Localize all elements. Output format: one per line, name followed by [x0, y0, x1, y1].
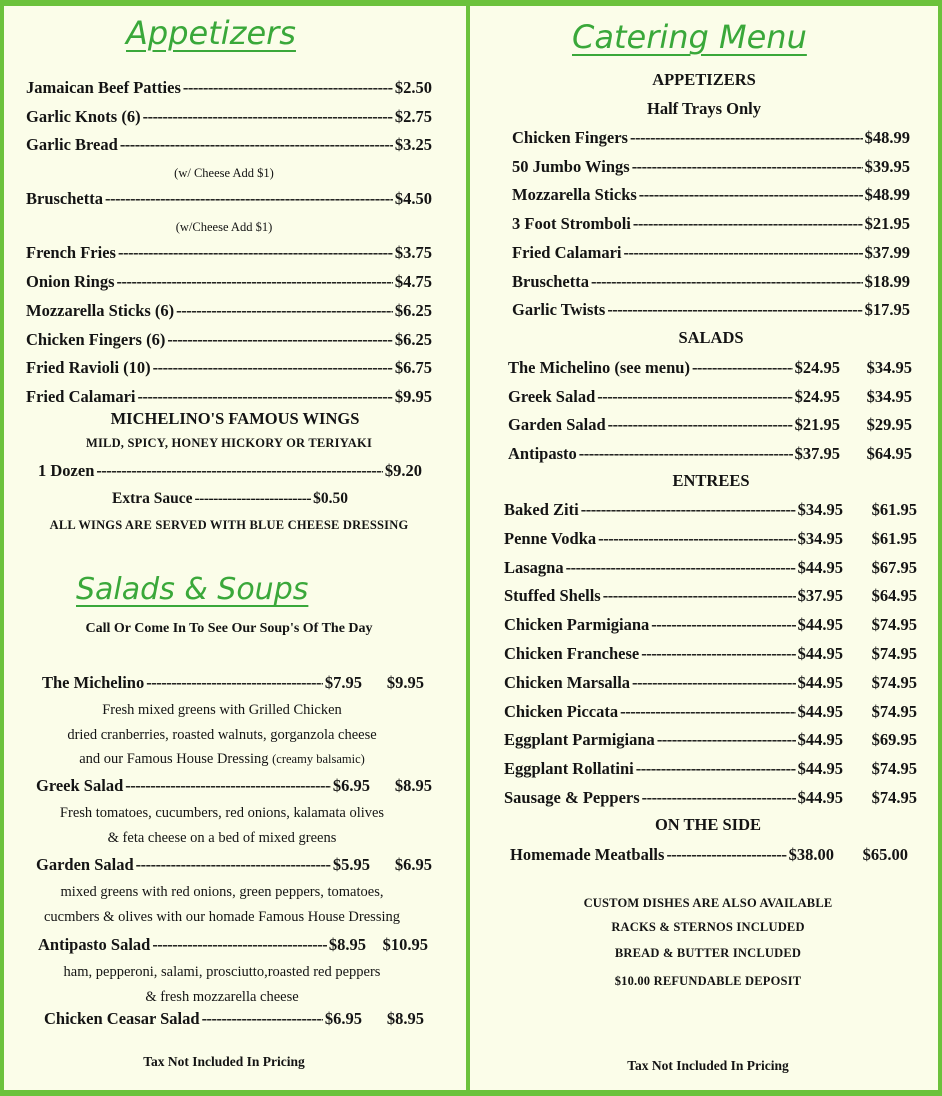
item-price: $2.50 — [394, 78, 432, 97]
leader-dots — [581, 500, 796, 520]
item-name: Bruschetta — [26, 189, 103, 209]
item-name: Fried Calamari — [26, 386, 136, 406]
item-price-full: $74.95 — [871, 672, 917, 692]
item-name: Onion Rings — [26, 272, 115, 292]
leader-dots — [105, 189, 393, 209]
item-price: $24.95 — [794, 358, 840, 377]
item-name: Chicken Ceasar Salad — [44, 1009, 200, 1028]
item-price: $8.95 — [328, 935, 366, 954]
description-text: ham, pepperoni, salami, prosciutto,roasted red peppers — [63, 964, 381, 980]
item-name: Penne Vodka — [504, 528, 597, 548]
item-price: $7.95 — [324, 673, 362, 692]
item-description — [4, 830, 440, 847]
item-name: Chicken Piccata — [504, 701, 619, 721]
leader-dots — [657, 730, 796, 750]
item-price-full: $67.95 — [871, 557, 917, 577]
leader-dots — [118, 243, 393, 263]
menu-item-row — [504, 730, 917, 750]
item-name: Garden Salad — [508, 415, 606, 435]
menu-item-row — [504, 759, 917, 779]
menu-item-row — [504, 586, 917, 606]
item-price: $21.95 — [794, 415, 840, 435]
item-price: $37.95 — [797, 586, 843, 606]
menu-item-row — [512, 243, 910, 263]
menu-item-row — [504, 673, 917, 693]
leader-dots — [632, 157, 863, 177]
menu-item-row — [26, 330, 432, 350]
menu-item-row — [504, 500, 917, 520]
item-price: $6.95 — [332, 776, 370, 795]
right-menu-panel — [470, 6, 938, 1090]
leader-dots — [143, 107, 393, 127]
item-price-full: $74.95 — [871, 759, 917, 779]
item-price: $18.99 — [864, 271, 910, 291]
item-price: $6.25 — [394, 300, 432, 320]
menu-item-row — [36, 855, 432, 875]
item-name: Eggplant Rollatini — [504, 759, 634, 779]
item-name: 1 Dozen — [38, 461, 95, 480]
item-name: Chicken Marsalla — [504, 672, 631, 692]
item-name: Antipasto Salad — [38, 935, 151, 954]
item-description — [4, 884, 440, 901]
item-name: Chicken Parmigiana — [504, 615, 650, 635]
item-name: Garlic Twists — [512, 300, 606, 320]
half-trays-note: Half Trays Only — [647, 99, 761, 118]
item-price-full: $64.95 — [866, 444, 912, 464]
description-note: (creamy balsamic) — [272, 752, 365, 766]
item-name: Chicken Fingers (6) — [26, 329, 166, 349]
leader-dots — [579, 444, 793, 464]
item-name: The Michelino — [42, 673, 145, 692]
leader-dots — [641, 644, 795, 664]
menu-item-row — [508, 358, 912, 378]
menu-item-row — [26, 358, 432, 378]
leader-dots — [152, 935, 327, 955]
menu-item-row — [508, 387, 912, 407]
menu-item-row — [26, 387, 432, 407]
item-price: $6.75 — [394, 358, 432, 378]
menu-item-row — [504, 644, 917, 664]
item-name: Baked Ziti — [504, 500, 579, 519]
menu-item-row — [38, 935, 428, 955]
left-menu-panel — [4, 6, 466, 1090]
item-name: Fried Calamari — [512, 242, 622, 262]
catering-note: CUSTOM DISHES ARE ALSO AVAILABLE — [583, 896, 833, 910]
item-name: Fried Ravioli (10) — [26, 358, 151, 378]
leader-dots — [566, 558, 796, 578]
item-name: Extra Sauce — [112, 490, 193, 507]
item-price-full: $8.95 — [394, 776, 432, 795]
menu-item-row — [504, 702, 917, 722]
item-price: $0.50 — [313, 490, 348, 507]
item-price: $37.99 — [864, 242, 910, 262]
catering-side-heading: ON THE SIDE — [654, 815, 762, 834]
item-price-full: $34.95 — [866, 386, 912, 406]
catering-title: Catering Menu — [572, 18, 807, 56]
item-price-full: $29.95 — [866, 415, 912, 435]
leader-dots — [591, 272, 863, 292]
catering-entrees-heading: ENTREES — [672, 471, 750, 490]
leader-dots — [136, 855, 331, 875]
item-name: Greek Salad — [36, 776, 124, 795]
item-price-full: $64.95 — [871, 586, 917, 606]
menu-item-row — [512, 185, 910, 205]
leader-dots — [125, 776, 331, 796]
item-note: (w/Cheese Add $1) — [175, 220, 273, 235]
menu-item-row — [512, 128, 910, 148]
wings-dozen-row — [38, 461, 422, 481]
leader-dots — [597, 387, 792, 407]
leader-dots — [639, 185, 863, 205]
item-name: Antipasto — [508, 444, 577, 464]
description-text: mixed greens with red onions, green peppers, tomatoes, — [60, 884, 384, 900]
leader-dots — [120, 135, 393, 155]
item-description — [4, 751, 440, 768]
item-price: $34.95 — [797, 528, 843, 548]
leader-dots — [624, 243, 863, 263]
item-price: $44.95 — [797, 672, 843, 692]
item-name: Lasagna — [504, 557, 564, 577]
item-price-full: $61.95 — [871, 500, 917, 519]
leader-dots — [620, 702, 796, 722]
menu-item-row — [26, 78, 432, 98]
leader-dots — [633, 214, 863, 234]
item-price-full: $65.00 — [862, 845, 908, 864]
salads-soups-title: Salads & Soups — [76, 572, 309, 607]
item-price: $37.95 — [794, 444, 840, 464]
item-price: $44.95 — [797, 759, 843, 779]
wings-flavors: MILD, SPICY, HONEY HICKORY OR TERIYAKI — [85, 436, 373, 450]
item-name: Stuffed Shells — [504, 586, 601, 606]
item-price-full: $69.95 — [871, 730, 917, 750]
item-price: $39.95 — [864, 156, 910, 176]
leader-dots — [632, 673, 796, 693]
item-price: $44.95 — [797, 615, 843, 635]
leader-dots — [598, 529, 795, 549]
item-name: Bruschetta — [512, 271, 589, 291]
tax-note-right: Tax Not Included In Pricing — [627, 1058, 789, 1073]
leader-dots — [692, 358, 793, 378]
item-description — [4, 964, 440, 981]
item-price-full: $74.95 — [871, 788, 917, 807]
item-price: $21.95 — [864, 214, 910, 234]
menu-item-row — [26, 272, 432, 292]
leader-dots — [117, 272, 393, 292]
menu-item-row — [508, 444, 912, 464]
item-price: $48.99 — [864, 185, 910, 205]
item-price-full: $10.95 — [382, 935, 428, 954]
item-name: Mozzarella Sticks — [512, 185, 637, 205]
description-text: & fresh mozzarella cheese — [145, 988, 299, 1005]
item-name: Homemade Meatballs — [510, 845, 665, 864]
item-price-full: $74.95 — [871, 644, 917, 663]
item-price: $44.95 — [797, 557, 843, 577]
leader-dots — [642, 788, 796, 808]
description-text: Fresh tomatoes, cucumbers, red onions, kalamata olives — [59, 805, 385, 821]
menu-item-row — [512, 214, 910, 234]
menu-item-row — [26, 107, 432, 127]
menu-item-row — [26, 189, 432, 209]
menu-item-row — [510, 845, 908, 865]
appetizers-title: Appetizers — [126, 14, 296, 52]
item-price: $44.95 — [797, 644, 843, 663]
item-price-full: $8.95 — [386, 1009, 424, 1028]
wings-heading: MICHELINO'S FAMOUS WINGS — [110, 409, 360, 428]
item-description — [4, 909, 440, 926]
item-name: Garden Salad — [36, 855, 134, 874]
leader-dots — [666, 845, 786, 865]
item-price: $3.25 — [394, 135, 432, 155]
leader-dots — [202, 1009, 323, 1029]
item-price: $5.95 — [332, 855, 370, 874]
leader-dots — [603, 586, 796, 606]
item-description — [4, 989, 440, 1006]
description-text: Fresh mixed greens with Grilled Chicken — [102, 702, 342, 718]
item-price: $48.99 — [864, 128, 910, 147]
menu-item-row — [42, 673, 424, 693]
leader-dots — [138, 387, 393, 407]
item-name: 50 Jumbo Wings — [512, 156, 630, 176]
item-name: French Fries — [26, 243, 116, 263]
description-text: and our Famous House Dressing — [79, 751, 269, 767]
item-name: Garlic Bread — [26, 135, 118, 155]
wings-note: ALL WINGS ARE SERVED WITH BLUE CHEESE DRESSING — [49, 518, 409, 532]
tax-note-left: Tax Not Included In Pricing — [143, 1054, 305, 1069]
item-price-full: $74.95 — [871, 701, 917, 721]
leader-dots — [651, 615, 795, 635]
description-text: dried cranberries, roasted walnuts, gorganzola cheese — [67, 726, 377, 743]
item-name: Jamaican Beef Patties — [26, 78, 181, 97]
item-price: $44.95 — [797, 788, 843, 807]
menu-item-row — [508, 415, 912, 435]
item-name: Eggplant Parmigiana — [504, 730, 655, 750]
leader-dots — [636, 759, 796, 779]
item-name: Chicken Fingers — [512, 128, 628, 147]
item-price: $3.75 — [394, 243, 432, 263]
item-price: $4.75 — [394, 272, 432, 292]
leader-dots — [607, 300, 862, 320]
item-name: Sausage & Peppers — [504, 788, 640, 807]
leader-dots — [183, 78, 393, 98]
item-price: $34.95 — [797, 500, 843, 519]
item-price: $6.95 — [324, 1009, 362, 1028]
menu-item-row — [504, 788, 917, 808]
item-price: $44.95 — [797, 730, 843, 750]
item-price-full: $34.95 — [866, 358, 912, 377]
item-price-full: $61.95 — [871, 528, 917, 548]
catering-note: RACKS & STERNOS INCLUDED — [611, 920, 805, 934]
description-text: cucmbers & olives with our homade Famous House Dressing — [43, 908, 400, 925]
menu-item-row — [26, 243, 432, 263]
item-price: $6.25 — [394, 329, 432, 349]
leader-dots — [96, 461, 383, 481]
item-note: (w/ Cheese Add $1) — [174, 166, 274, 181]
item-description — [4, 702, 440, 719]
item-price: $24.95 — [794, 386, 840, 406]
catering-salads-heading: SALADS — [678, 328, 744, 347]
item-name: Greek Salad — [508, 386, 596, 406]
item-price-full: $9.95 — [386, 673, 424, 692]
menu-item-row — [504, 529, 917, 549]
menu-item-row — [512, 157, 910, 177]
item-price: $4.50 — [394, 189, 432, 209]
leader-dots — [153, 358, 393, 378]
item-price: $44.95 — [797, 701, 843, 721]
menu-item-row — [44, 1009, 424, 1029]
item-description — [4, 727, 440, 744]
leader-dots — [176, 301, 393, 321]
item-name: 3 Foot Stromboli — [512, 214, 631, 234]
leader-dots — [630, 128, 863, 148]
menu-item-row — [26, 135, 432, 155]
item-price: $17.95 — [864, 300, 910, 320]
leader-dots — [167, 330, 393, 350]
menu-item-row — [504, 558, 917, 578]
item-price: $9.95 — [394, 386, 432, 406]
soup-note: Call Or Come In To See Our Soup's Of The Day — [85, 621, 373, 636]
leader-dots — [608, 415, 793, 435]
catering-note: $10.00 REFUNDABLE DEPOSIT — [614, 974, 802, 988]
item-price: $2.75 — [394, 106, 432, 126]
item-price: $9.20 — [384, 461, 422, 480]
menu-item-row — [36, 776, 432, 796]
item-description — [4, 805, 440, 822]
item-name: Mozzarella Sticks (6) — [26, 300, 175, 320]
catering-note: BREAD & BUTTER INCLUDED — [614, 946, 802, 960]
item-name: The Michelino (see menu) — [508, 358, 690, 377]
catering-appetizers-heading: APPETIZERS — [652, 70, 756, 89]
menu-item-row — [512, 300, 910, 320]
item-price-full: $74.95 — [871, 615, 917, 635]
item-price: $38.00 — [788, 845, 834, 864]
description-text: & feta cheese on a bed of mixed greens — [107, 829, 337, 846]
item-name: Garlic Knots (6) — [26, 106, 141, 126]
item-name: Chicken Franchese — [504, 644, 640, 663]
menu-item-row — [512, 272, 910, 292]
item-price-full: $6.95 — [394, 855, 432, 874]
menu-item-row — [26, 301, 432, 321]
leader-dots — [146, 673, 323, 693]
menu-item-row — [504, 615, 917, 635]
leader-dots — [195, 490, 312, 508]
extra-sauce-row — [112, 490, 348, 508]
